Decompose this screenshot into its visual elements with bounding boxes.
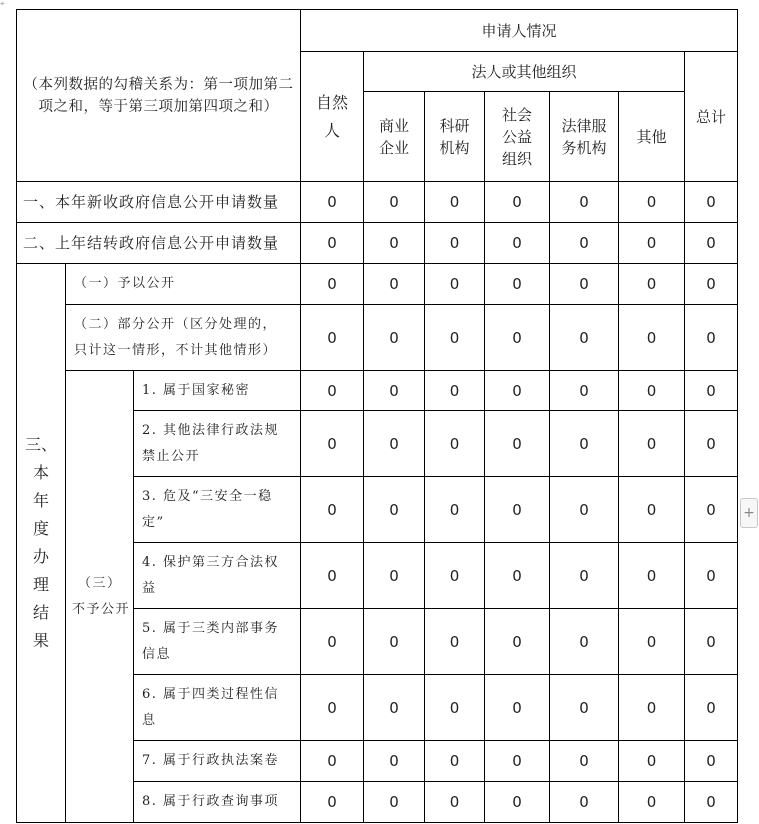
table-cell: 0 xyxy=(364,782,425,823)
add-row-icon[interactable]: + xyxy=(740,498,758,528)
table-cell: 0 xyxy=(619,223,685,264)
header-research xyxy=(425,92,485,182)
group-label-char: 度 xyxy=(32,519,49,538)
table-cell: 0 xyxy=(364,264,425,305)
table-cell: 0 xyxy=(301,543,364,609)
row-new-applications-label: 一、本年新收政府信息公开申请数量 xyxy=(17,182,301,223)
row-label-line: 定” xyxy=(142,514,165,530)
table-cell: 0 xyxy=(364,223,425,264)
group-annual-results-label xyxy=(17,264,66,823)
table-cell: 0 xyxy=(619,675,685,741)
table-cell: 0 xyxy=(550,741,619,782)
table-cell: 0 xyxy=(364,609,425,675)
table-cell: 0 xyxy=(301,182,364,223)
group-label-char: 果 xyxy=(32,631,49,650)
table-cell: 0 xyxy=(364,371,425,411)
header-research-line1: 科研 xyxy=(439,116,470,135)
header-note xyxy=(17,10,301,182)
row-not-disclosed-label xyxy=(66,371,134,823)
table-cell: 0 xyxy=(619,477,685,543)
group-label-char: 年 xyxy=(32,491,49,510)
table-cell: 0 xyxy=(425,305,485,371)
table-cell: 0 xyxy=(685,371,738,411)
table-cell: 0 xyxy=(685,182,738,223)
table-cell: 0 xyxy=(619,305,685,371)
row-item-admin-inquiry-label xyxy=(134,782,301,823)
table-cell: 0 xyxy=(485,223,550,264)
table-cell: 0 xyxy=(619,609,685,675)
row-label-line: （三） xyxy=(78,575,122,591)
table-cell: 0 xyxy=(425,223,485,264)
row-label-line: 禁止公开 xyxy=(142,448,201,464)
row-label-line: 5. 属于三类内部事务 xyxy=(142,620,280,636)
table-cell: 0 xyxy=(425,675,485,741)
table-cell: 0 xyxy=(485,411,550,477)
table-cell: 0 xyxy=(364,305,425,371)
header-legal-service-line2: 务机构 xyxy=(561,138,607,157)
row-item-state-secret-label xyxy=(134,371,301,411)
table-cell: 0 xyxy=(550,182,619,223)
row-partial-disclosure-label xyxy=(66,305,301,371)
table-cell: 0 xyxy=(485,182,550,223)
table-cell: 0 xyxy=(485,543,550,609)
header-legal-service xyxy=(550,92,619,182)
table-cell: 0 xyxy=(550,782,619,823)
table-cell: 0 xyxy=(301,223,364,264)
row-label-line: 7. 属于行政执法案卷 xyxy=(142,753,280,768)
table-cell: 0 xyxy=(485,675,550,741)
table-cell: 0 xyxy=(550,411,619,477)
row-label-line: 只计这一情形，不计其他情形） xyxy=(74,342,278,358)
table-cell: 0 xyxy=(485,477,550,543)
row-label-line: 不予公开 xyxy=(72,601,131,617)
row-label-line: 息 xyxy=(142,712,157,728)
table-cell: 0 xyxy=(685,477,738,543)
row-label-line: 2. 其他法律行政法规 xyxy=(142,422,280,438)
table-cell: 0 xyxy=(550,223,619,264)
row-label-line: 1. 属于国家秘密 xyxy=(142,382,251,398)
group-label-char: 三、 xyxy=(24,435,57,454)
table-cell: 0 xyxy=(425,264,485,305)
row-label-line: 信息 xyxy=(142,646,172,662)
table-cell: 0 xyxy=(301,305,364,371)
table-cell: 0 xyxy=(685,305,738,371)
table-cell: 0 xyxy=(364,411,425,477)
row-item-enforcement-files-label xyxy=(134,741,301,782)
header-business-line1: 商业 xyxy=(378,116,409,135)
table-cell: 0 xyxy=(301,371,364,411)
row-disclosed-label: （一）予以公开 xyxy=(66,264,301,305)
row-label-line: 益 xyxy=(142,580,157,596)
header-natural-person xyxy=(301,52,364,182)
header-total: 总计 xyxy=(685,52,738,182)
header-applicant-situation: 申请人情况 xyxy=(301,10,738,52)
table-cell: 0 xyxy=(425,477,485,543)
header-social xyxy=(485,92,550,182)
table-cell: 0 xyxy=(301,411,364,477)
row-label-line: 3. 危及“三安全一稳 xyxy=(142,488,273,504)
table-cell: 0 xyxy=(425,741,485,782)
table-cell: 0 xyxy=(685,264,738,305)
table-cell: 0 xyxy=(685,411,738,477)
header-legal-service-line1: 法律服 xyxy=(561,116,607,135)
table-cell: 0 xyxy=(425,411,485,477)
header-legal-entities: 法人或其他组织 xyxy=(364,52,685,92)
row-item-process-info-label xyxy=(134,675,301,741)
table-cell: 0 xyxy=(301,609,364,675)
table-cell: 0 xyxy=(685,223,738,264)
table-cell: 0 xyxy=(619,371,685,411)
table-cell: 0 xyxy=(550,477,619,543)
row-item-third-party-label xyxy=(134,543,301,609)
table-cell: 0 xyxy=(550,371,619,411)
row-item-internal-affairs-label xyxy=(134,609,301,675)
table-cell: 0 xyxy=(485,782,550,823)
table-cell: 0 xyxy=(364,675,425,741)
table-cell: 0 xyxy=(685,609,738,675)
disclosure-statistics-table xyxy=(16,9,738,823)
table-cell: 0 xyxy=(550,675,619,741)
table-cell: 0 xyxy=(301,741,364,782)
row-label-line: 4. 保护第三方合法权 xyxy=(142,554,280,570)
table-cell: 0 xyxy=(301,264,364,305)
header-other: 其他 xyxy=(619,92,685,182)
table-cell: 0 xyxy=(685,782,738,823)
row-label-line: 6. 属于四类过程性信 xyxy=(142,686,280,702)
header-social-line1: 社会 xyxy=(501,105,532,124)
table-cell: 0 xyxy=(550,543,619,609)
table-cell: 0 xyxy=(364,182,425,223)
table-cell: 0 xyxy=(685,543,738,609)
header-research-line2: 机构 xyxy=(439,138,470,157)
table-cell: 0 xyxy=(364,543,425,609)
table-cell: 0 xyxy=(301,782,364,823)
table-anchor-icon[interactable]: ⌖ xyxy=(0,0,5,8)
table-cell: 0 xyxy=(485,371,550,411)
table-cell: 0 xyxy=(485,741,550,782)
table-cell: 0 xyxy=(685,675,738,741)
table-cell: 0 xyxy=(425,371,485,411)
group-label-char: 本 xyxy=(32,463,49,482)
group-label-char: 结 xyxy=(32,603,49,622)
table-cell: 0 xyxy=(619,411,685,477)
table-cell: 0 xyxy=(301,477,364,543)
header-natural-person-text: 自然人 xyxy=(315,92,348,140)
table-cell: 0 xyxy=(301,675,364,741)
table-cell: 0 xyxy=(485,264,550,305)
table-cell: 0 xyxy=(425,182,485,223)
table-cell: 0 xyxy=(364,741,425,782)
header-social-line2: 公益 xyxy=(501,127,532,146)
row-label-line: 8. 属于行政查询事项 xyxy=(142,794,280,809)
table-cell: 0 xyxy=(425,782,485,823)
row-carried-over-label: 二、上年结转政府信息公开申请数量 xyxy=(17,223,301,264)
header-social-line3: 组织 xyxy=(501,149,532,168)
table-cell: 0 xyxy=(550,264,619,305)
table-cell: 0 xyxy=(485,609,550,675)
table-cell: 0 xyxy=(364,477,425,543)
table-cell: 0 xyxy=(485,305,550,371)
table-cell: 0 xyxy=(550,609,619,675)
table-cell: 0 xyxy=(685,741,738,782)
table-cell: 0 xyxy=(425,543,485,609)
table-cell: 0 xyxy=(619,264,685,305)
row-label-line: （二）部分公开（区分处理的， xyxy=(74,316,278,332)
group-label-char: 理 xyxy=(32,575,49,594)
table-cell: 0 xyxy=(619,741,685,782)
table-cell: 0 xyxy=(550,305,619,371)
header-business-line2: 企业 xyxy=(378,138,409,157)
table-cell: 0 xyxy=(619,543,685,609)
table-cell: 0 xyxy=(619,782,685,823)
row-item-prohibited-label xyxy=(134,411,301,477)
table-cell: 0 xyxy=(425,609,485,675)
header-business xyxy=(364,92,425,182)
header-note-text: （本列数据的勾稽关系为：第一项加第二项之和，等于第三项加第四项之和） xyxy=(23,76,294,115)
row-item-security-stability-label xyxy=(134,477,301,543)
group-label-char: 办 xyxy=(32,547,49,566)
table-cell: 0 xyxy=(619,182,685,223)
